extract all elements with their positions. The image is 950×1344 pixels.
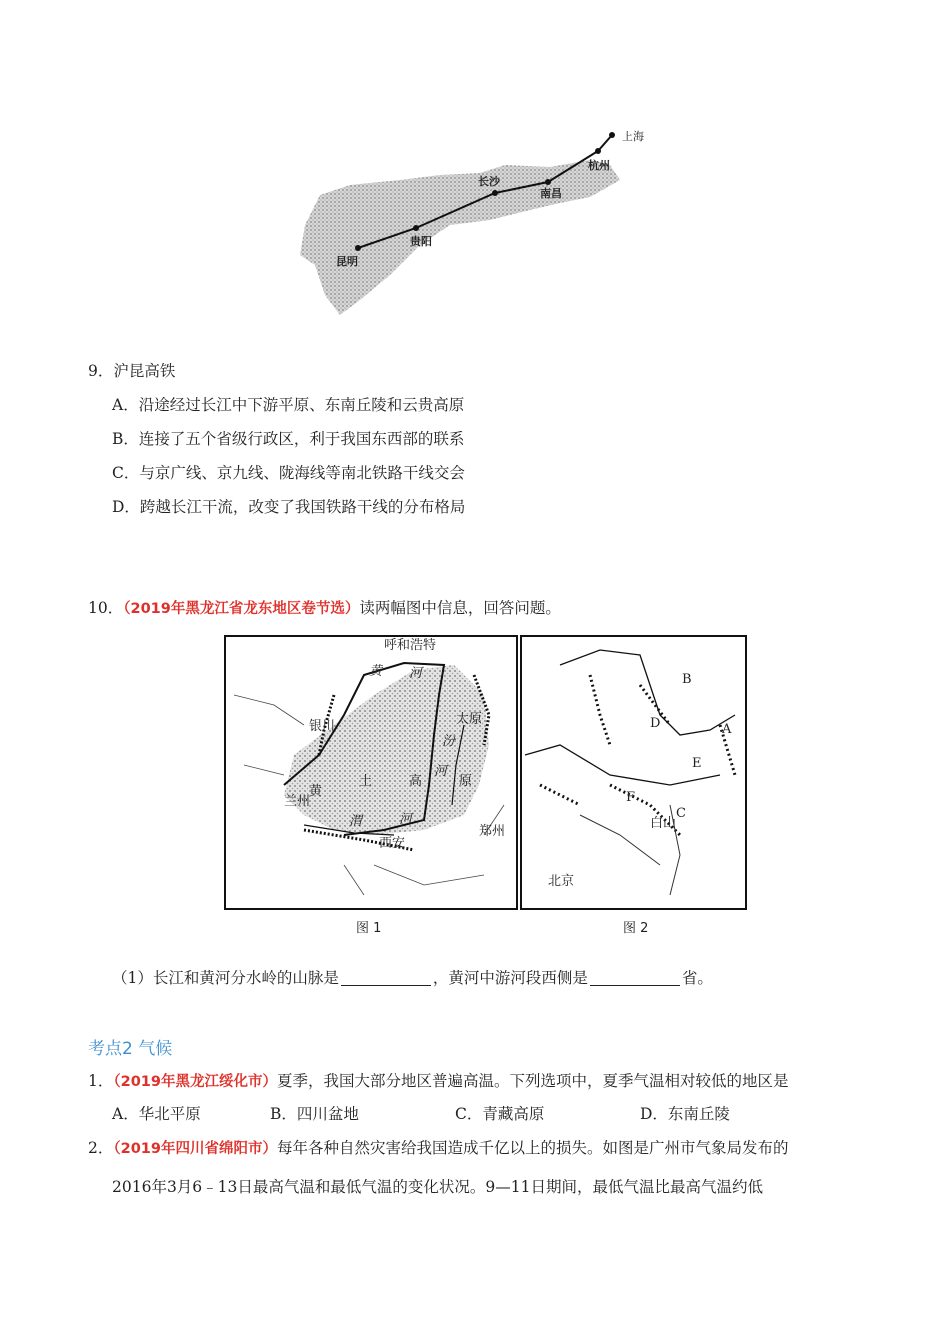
city-label-shanghai: 上海 xyxy=(622,130,644,143)
answer-blank-2[interactable] xyxy=(590,969,680,986)
q10-stem: 读两幅图中信息，回答问题。 xyxy=(359,599,561,617)
s2q2-source: （2019年四川省绵阳市） xyxy=(113,1141,277,1157)
fig1-label-fen: 汾 xyxy=(442,734,456,749)
q10-sub1-part-b: ，黄河中游河段西侧是 xyxy=(432,969,588,987)
s2q1-number: 1． xyxy=(88,1072,114,1090)
q10-number: 10． xyxy=(88,599,124,617)
s2q1-option-c[interactable]: C．青藏高原 xyxy=(455,1105,545,1123)
region-shading xyxy=(300,160,620,315)
s2q2-line2: 2016年3月6﹣13日最高气温和最低气温的变化状况。9—11日期间，最低气温比最高气温约低 xyxy=(112,1178,763,1196)
fig1-label-tu: 土 xyxy=(359,774,373,789)
q10-subquestion-1 xyxy=(112,968,713,988)
s2q1-option-d[interactable]: D．东南丘陵 xyxy=(640,1105,730,1123)
fig1-label-yuan: 原 xyxy=(459,774,473,789)
section-title-climate: 考点2 气候 xyxy=(88,1039,173,1059)
q10-sub1-part-c: 省。 xyxy=(681,969,713,987)
fig1-label-huang1: 黄 xyxy=(369,664,383,679)
s2q1-option-b[interactable]: B．四川盆地 xyxy=(270,1105,359,1123)
answer-blank-1[interactable] xyxy=(341,969,431,986)
q10-sub1-part-a: （1）长江和黄河分水岭的山脉是 xyxy=(112,969,339,987)
q9-option-d[interactable]: D．跨越长江干流，改变了我国铁路干线的分布格局 xyxy=(112,498,466,516)
fig1-label-huang2: 黄 xyxy=(309,784,323,799)
fig1-label-yinchuan: 银川 xyxy=(309,719,336,734)
figure-2-caption: 图 2 xyxy=(623,921,649,936)
q9-option-c[interactable]: C．与京广线、京九线、陇海线等南北铁路干线交会 xyxy=(112,464,465,482)
city-label-nanchang: 南昌 xyxy=(540,187,562,200)
fig2-label-baishan: 白山 xyxy=(650,816,677,831)
fig2-label-b: B xyxy=(682,672,692,687)
city-label-guiyang: 贵阳 xyxy=(410,235,432,248)
fig1-label-zhengzhou: 郑州 xyxy=(479,824,506,839)
city-label-changsha: 长沙 xyxy=(478,175,500,188)
fig1-label-lanzhou: 兰州 xyxy=(284,794,311,809)
figure-1-map xyxy=(224,635,518,910)
s2q2-number: 2． xyxy=(88,1139,114,1157)
s2q1-header xyxy=(88,1071,789,1092)
fig1-label-wei: 渭 xyxy=(349,814,363,829)
route-map xyxy=(290,125,670,325)
fig1-label-gao: 高 xyxy=(409,774,423,789)
fig1-label-taiyuan: 太原 xyxy=(456,712,483,727)
fig1-label-he2: 河 xyxy=(434,764,448,779)
s2q2-header xyxy=(88,1138,789,1159)
fig2-label-f: F xyxy=(626,790,636,805)
q10-header xyxy=(88,598,561,619)
city-label-kunming: 昆明 xyxy=(336,255,358,268)
q9-stem: 9．沪昆高铁 xyxy=(88,362,176,380)
fig2-label-d: D xyxy=(650,716,661,731)
s2q1-option-a[interactable]: A．华北平原 xyxy=(112,1105,201,1123)
fig2-label-c: C xyxy=(676,806,686,821)
fig1-label-he3: 河 xyxy=(399,812,413,827)
q9-option-a[interactable]: A．沿途经过长江中下游平原、东南丘陵和云贵高原 xyxy=(112,396,465,414)
fig2-label-a: A xyxy=(722,722,732,737)
fig1-label-xian: 西安 xyxy=(379,836,406,851)
city-label-hangzhou: 杭州 xyxy=(588,159,610,172)
s2q1-stem: 夏季，我国大部分地区普遍高温。下列选项中，夏季气温相对较低的地区是 xyxy=(276,1072,789,1090)
figure-1-caption: 图 1 xyxy=(356,921,382,936)
fig1-label-he1: 河 xyxy=(409,666,423,681)
q9-option-b[interactable]: B．连接了五个省级行政区，利于我国东西部的联系 xyxy=(112,430,465,448)
fig2-label-beijing: 北京 xyxy=(548,874,575,889)
q10-source: （2019年黑龙江省龙东地区卷节选） xyxy=(123,601,360,617)
fig1-label-hohhot: 呼和浩特 xyxy=(384,638,437,653)
fig2-label-e: E xyxy=(692,756,702,771)
s2q1-source: （2019年黑龙江绥化市） xyxy=(113,1074,277,1090)
figure-2-map xyxy=(520,635,747,910)
s2q2-stem: 每年各种自然灾害给我国造成千亿以上的损失。如图是广州市气象局发布的 xyxy=(276,1139,789,1157)
